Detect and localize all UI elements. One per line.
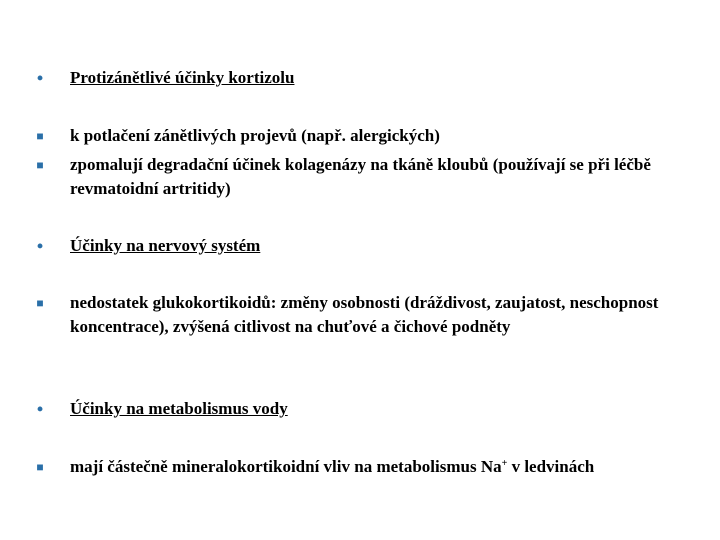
list-item-text: zpomalují degradační účinek kolagenázy na tkáně kloubů (používají se při léčbě revmatoidní artritidy) xyxy=(70,155,651,198)
round-bullet-icon: • xyxy=(36,399,44,419)
list-item-text xyxy=(70,457,594,476)
section-heading-water-metabolism xyxy=(36,397,690,421)
section-heading-nervous-system xyxy=(36,234,690,258)
list-item-text-part: mají částečně mineralokortikoidní vliv na metabolismus Na xyxy=(70,457,502,476)
list-item-text-part: v ledvinách xyxy=(507,457,595,476)
section-heading-text: Účinky na metabolismus vody xyxy=(70,399,288,418)
list-item xyxy=(36,455,690,479)
square-bullet-icon: ■ xyxy=(36,460,44,474)
square-bullet-icon: ■ xyxy=(36,158,44,172)
section-heading-text: Protizánětlivé účinky kortizolu xyxy=(70,68,295,87)
list-item xyxy=(36,124,690,148)
round-bullet-icon: • xyxy=(36,236,44,256)
round-bullet-icon: • xyxy=(36,68,44,88)
section-heading-cortisol xyxy=(36,66,690,90)
list-item-text: nedostatek glukokortikoidů: změny osobnosti (dráždivost, zaujatost, neschopnost koncentrace), zvýšená citlivost na chuťové a čichové podněty xyxy=(70,293,659,336)
list-item xyxy=(36,153,690,201)
list-item xyxy=(36,291,690,339)
square-bullet-icon: ■ xyxy=(36,129,44,143)
section-heading-text: Účinky na nervový systém xyxy=(70,236,261,255)
sodium-charge: + xyxy=(501,458,508,469)
square-bullet-icon: ■ xyxy=(36,296,44,310)
list-item-text: k potlačení zánětlivých projevů (např. alergických) xyxy=(70,126,440,145)
